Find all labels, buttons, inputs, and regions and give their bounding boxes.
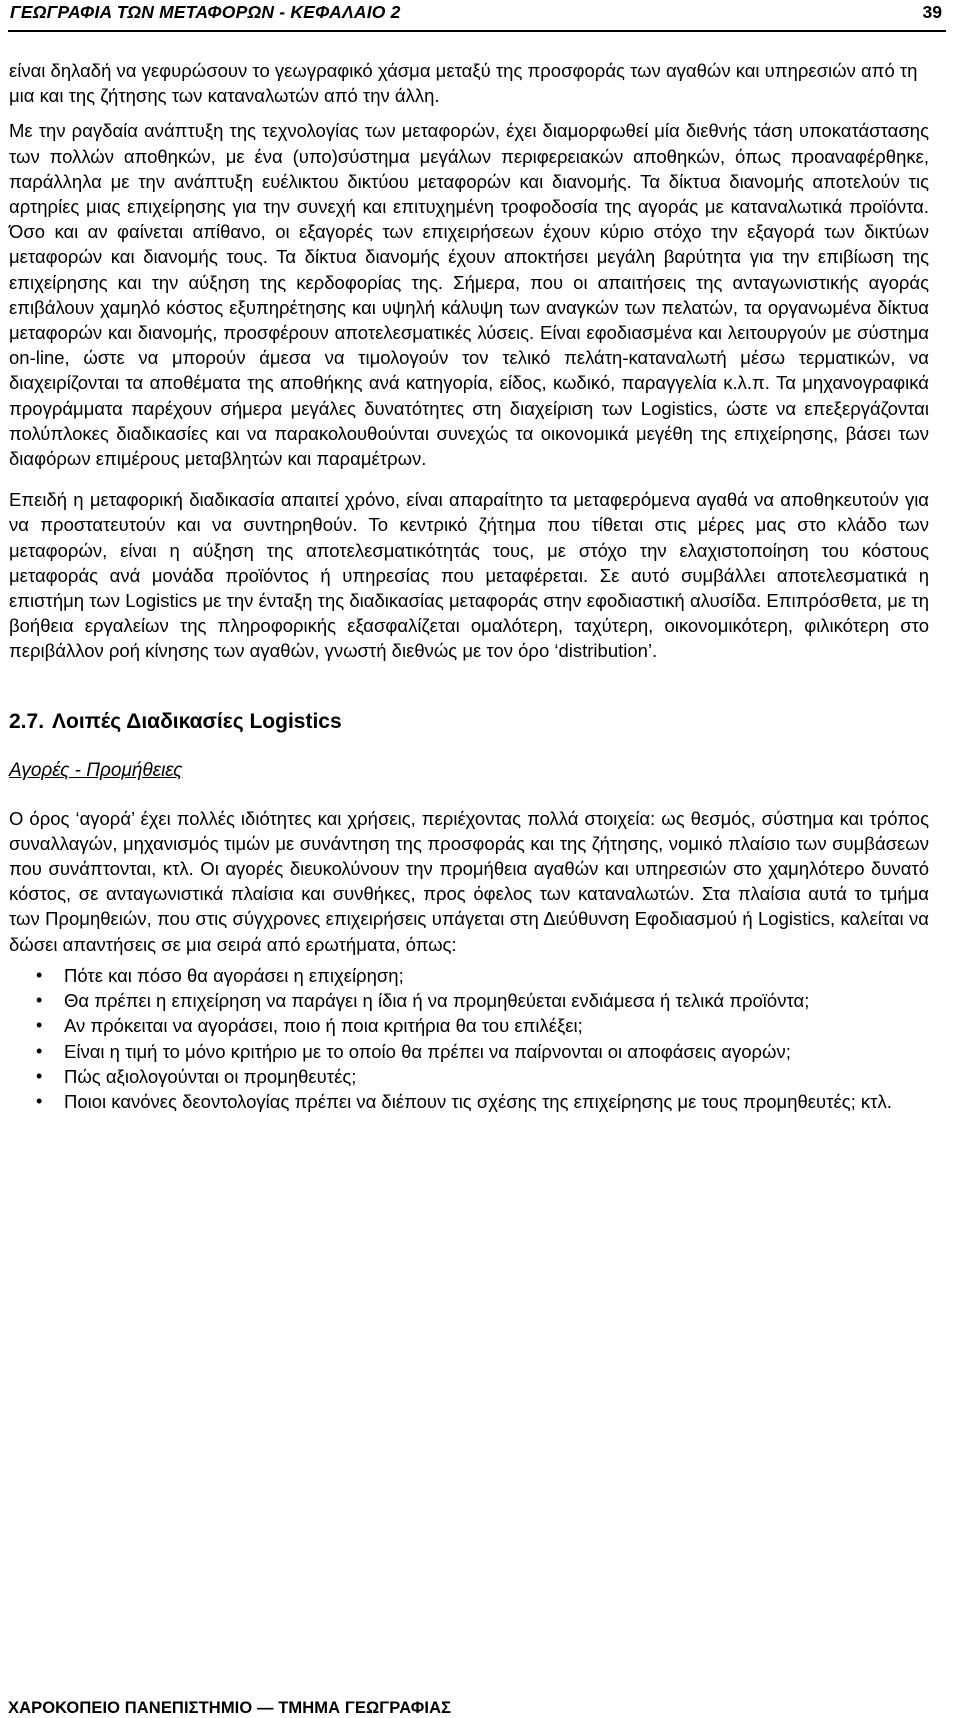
list-item xyxy=(36,1013,929,1038)
body-paragraph: Ο όρος ‘αγορά’ έχει πολλές ιδιότητες και χρήσεις, περιέχοντας πολλά στοιχεία: ως θεσμός, σύστημα και τρόπος συναλλαγών, μηχανισμός τιμών με συνάντηση της προσφοράς και της ζήτησης, νομικό πλαίσιο των συμβάσεων που συνάπτονται, κτλ. Οι αγορές διευκολύνουν την προμήθεια αγαθών και υπηρεσιών στο χαμηλότερο δυνατό κόστος, σε ανταγωνιστικά πλαίσια και συνθήκες, προς όφελος των καταναλωτών. Στα πλαίσια αυτά το τμήμα των Προμηθειών, που στις σύγχρονες επιχειρήσεις υπάγεται στη Διεύθυνση Εφοδιασμού ή Logistics, καλείται να δώσει απαντήσεις σε μια σειρά από ερωτήματα, όπως: xyxy=(9,807,929,955)
bullet-icon: • xyxy=(36,1015,43,1036)
body-paragraph: είναι δηλαδή να γεφυρώσουν το γεωγραφικό χάσμα μεταξύ της προσφοράς των αγαθών και υπηρεσιών από τη μια και της ζήτησης των καταναλωτών από την άλλη. xyxy=(9,60,918,107)
list-item xyxy=(36,1089,929,1114)
list-item xyxy=(36,988,929,1013)
body-paragraph: Με την ραγδαία ανάπτυξη της τεχνολογίας των μεταφορών, έχει διαμορφωθεί μία διεθνής τάση υποκατάστασης των πολλών αποθηκών, με ένα (υπο)σύστημα μεγάλων περιφερειακών αποθηκών, όπως προαναφέρθηκε, παράλληλα με την ανάπτυξη ευέλικτου δικτύου μεταφορών και διανομής. Τα δίκτυα διανομής αποτελούν τις αρτηρίες μιας επιχείρησης για την συνεχή και επιτυχημένη τροφοδοσία της αγοράς με καταναλωτικά προϊόντα. Όσο και αν φαίνεται απίθανο, οι εξαγορές των επιχειρήσεων έχουν κύριο στόχο την εξαγορά των δικτύων μεταφορών και διανομής τους. Τα δίκτυα διανομής έχουν αποκτήσει μεγάλη βαρύτητα για την επιβίωση της επιχείρησης και την αύξηση της κερδοφορίας της. Σήμερα, που οι απαιτήσεις της ανταγωνιστικής αγοράς επιβάλουν χαμηλό κόστος εξυπηρέτησης και υψηλή κάλυψη των αναγκών των πελατών, τα οργανωμένα δίκτυα μεταφορών και διανομής, προσφέρουν αποτελεσματικές λύσεις. Είναι εφοδιασμένα και λειτουργούν με σύστημα on-line, ώστε να μπορούν άμεσα να τιμολογούν τον τελικό πελάτη-καταναλωτή μέσω τερματικών, να διαχειρίζονται τα αποθέματα της αποθήκης ανά κατηγορία, είδος, κωδικό, παραγγελία κ.λ.π. Τα μηχανογραφικά προγράμματα παρέχουν σήμερα μεγάλες δυνατότητες στη διαχείριση των Logistics, ώστε να επεξεργάζονται πολύπλοκες διαδικασίες και να παρακολουθούνται συνεχώς τα οικονομικά μεγέθη της επιχείρησης, βάσει των διαφόρων επιμέρους μεταβλητών και παραμέτρων. xyxy=(9,120,929,470)
bullet-list xyxy=(9,963,929,1114)
page-footer: ΧΑΡΟΚΟΠΕΙΟ ΠΑΝΕΠΙΣΤΗΜΙΟ — ΤΜΗΜΑ ΓΕΩΓΡΑΦΙΑΣ xyxy=(8,1699,452,1717)
list-item-text: Αν πρόκειται να αγοράσει, ποιο ή ποια κριτήρια θα του επιλέξει; xyxy=(64,1015,583,1037)
list-item-text: Θα πρέπει η επιχείρηση να παράγει η ίδια ή να προμηθεύεται ενδιάμεσα ή τελικά προϊόντα; xyxy=(64,990,810,1012)
section-number: 2.7. xyxy=(9,709,45,733)
section-title: Λοιπές Διαδικασίες Logistics xyxy=(52,709,342,733)
subsection-heading: Αγορές - Προμήθειες xyxy=(9,759,183,781)
page-number: 39 xyxy=(922,2,942,22)
list-item-text: Πώς αξιολογούνται οι προμηθευτές; xyxy=(64,1065,357,1087)
page-header xyxy=(8,0,946,32)
list-item xyxy=(36,1064,929,1089)
page-content xyxy=(9,58,929,1114)
list-item-text: Ποιοι κανόνες δεοντολογίας πρέπει να διέπουν τις σχέσης της επιχείρησης με τους προμηθευτές; κτλ. xyxy=(64,1090,892,1112)
bullet-icon: • xyxy=(36,1090,43,1111)
list-item-text: Είναι η τιμή το μόνο κριτήριο με το οποίο θα πρέπει να παίρνονται οι αποφάσεις αγορών; xyxy=(64,1040,791,1062)
bullet-icon: • xyxy=(36,964,43,985)
bullet-icon: • xyxy=(36,1065,43,1086)
list-item xyxy=(36,963,929,988)
running-header-title: ΓΕΩΓΡΑΦΙΑ ΤΩΝ ΜΕΤΑΦΟΡΩΝ - ΚΕΦΑΛΑΙΟ 2 xyxy=(10,2,401,22)
body-paragraph: Επειδή η μεταφορική διαδικασία απαιτεί χρόνο, είναι απαραίτητο τα μεταφερόμενα αγαθά να αποθηκευτούν για να προστατευτούν και να συντηρηθούν. Το κεντρικό ζήτημα που τίθεται στις μέρες μας στο κλάδο των μεταφορών, είναι η αύξηση της αποτελεσματικότητάς τους, με στόχο την ελαχιστοποίηση του κόστους μεταφοράς ανά μονάδα προϊόντος ή υπηρεσίας που μεταφέρεται. Σε αυτό συμβάλλει αποτελεσματικά η επιστήμη των Logistics με την ένταξη της διαδικασίας μεταφοράς στην εφοδιαστική αλυσίδα. Επιπρόσθετα, με τη βοήθεια εργαλείων της πληροφορικής εξασφαλίζεται ομαλότερη, ταχύτερη, οικονομικότερη, φιλικότερη στο περιβάλλον ροή κίνησης των αγαθών, γνωστή διεθνώς με τον όρο ‘distribution’. xyxy=(9,489,929,662)
section-heading xyxy=(9,708,929,736)
list-item xyxy=(36,1039,929,1064)
bullet-icon: • xyxy=(36,1040,43,1061)
list-item-text: Πότε και πόσο θα αγοράσει η επιχείρηση; xyxy=(64,964,404,986)
bullet-icon: • xyxy=(36,990,43,1011)
